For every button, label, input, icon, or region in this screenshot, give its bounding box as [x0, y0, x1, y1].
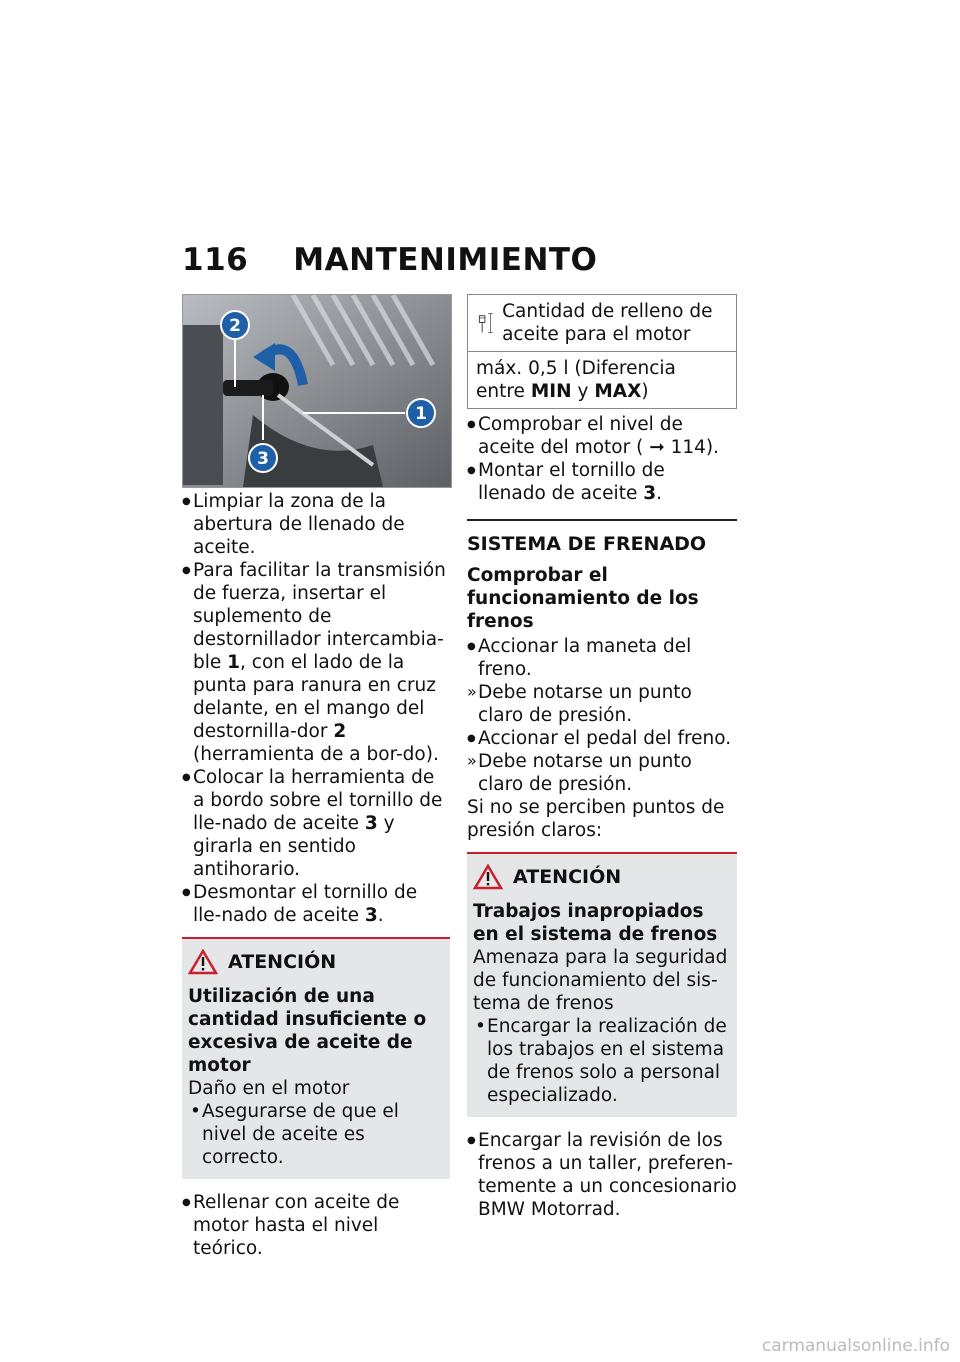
step-refill: ● Rellenar con aceite de motor hasta el nivel teórico.	[182, 1191, 450, 1260]
brake-result: » Debe notarse un punto claro de presión.	[467, 681, 737, 727]
warning-subtitle: Trabajos inapropiados en el sistema de frenos	[473, 901, 718, 945]
warning-consequence: Daño en el motor	[188, 1078, 350, 1099]
section-title: SISTEMA DE FRENADO	[467, 519, 737, 556]
subheading: Comprobar el funcionamiento de los frenos	[467, 565, 699, 632]
step-place-tool: ● Colocar la herramienta de a bordo sobre el tornillo de lle-nado de aceite 3 y girarla en sentido antihorario.	[182, 766, 450, 881]
warning-action: • Encargar la realización de los trabajos en el sistema de frenos solo a personal especializado.	[473, 1015, 731, 1107]
oil-dipstick-icon	[476, 300, 496, 346]
spec-label: Cantidad de relleno de aceite para el motor	[502, 301, 713, 345]
warning-triangle-icon	[473, 864, 503, 890]
left-column	[182, 490, 450, 1260]
engine-photo	[182, 294, 452, 488]
step-remove-screw: ● Desmontar el tornillo de lle-nado de aceite 3.	[182, 881, 450, 927]
warning-consequence: Amenaza para la seguridad de funcionamiento del sis-tema de frenos	[473, 947, 728, 1014]
step-mount-screw: ● Montar el tornillo de llenado de aceite 3.	[467, 459, 737, 505]
page-header	[182, 242, 597, 278]
callout-1: 1	[415, 404, 427, 424]
brake-result: » Debe notarse un punto claro de presión.	[467, 750, 737, 796]
step-service-brakes: ● Encargar la revisión de los frenos a un taller, preferen-temente a un concesionario BMW Motorrad.	[467, 1129, 737, 1221]
callout-3: 3	[257, 449, 269, 469]
condition-text: Si no se perciben puntos de presión claros:	[467, 797, 725, 841]
brake-step: ● Accionar el pedal del freno.	[467, 727, 737, 750]
engine-illustration	[183, 295, 451, 487]
callout-2: 2	[229, 316, 241, 336]
warning-triangle-icon	[188, 949, 218, 975]
right-column	[467, 294, 737, 1221]
warning-label: ATENCIÓN	[513, 865, 622, 888]
brake-step: ● Accionar la maneta del freno.	[467, 635, 737, 681]
page-number: 116	[182, 242, 249, 278]
warning-label: ATENCIÓN	[228, 950, 337, 973]
warning-box-brakes	[467, 852, 737, 1117]
warning-box-oil	[182, 937, 450, 1179]
watermark: carmanualsonline.info	[761, 1336, 950, 1356]
spec-value: máx. 0,5 l (Diferencia entre MIN y MAX)	[476, 358, 676, 402]
warning-subtitle: Utilización de una cantidad insuficiente o excesiva de aceite de motor	[188, 986, 427, 1076]
page-title: MANTENIMIENTO	[293, 242, 598, 278]
page-reference-link[interactable]: 114).	[670, 437, 719, 458]
spec-table	[467, 294, 737, 409]
page-reference-arrow-icon: ➞	[643, 437, 671, 458]
step-check-oil-level: ● Comprobar el nivel de aceite del motor ( ➞ 114).	[467, 413, 737, 459]
step-insert-bit: ● Para facilitar la transmisión de fuerza, insertar el suplemento de destornillador intercambia-ble 1, con el lado de la punta para ranura en cruz delante, en el mango del destornilla-dor 2 (herramienta de a bor-do).	[182, 559, 450, 766]
step-clean: ● Limpiar la zona de la abertura de llenado de aceite.	[182, 490, 450, 559]
warning-action: • Asegurarse de que el nivel de aceite es correcto.	[188, 1100, 444, 1169]
